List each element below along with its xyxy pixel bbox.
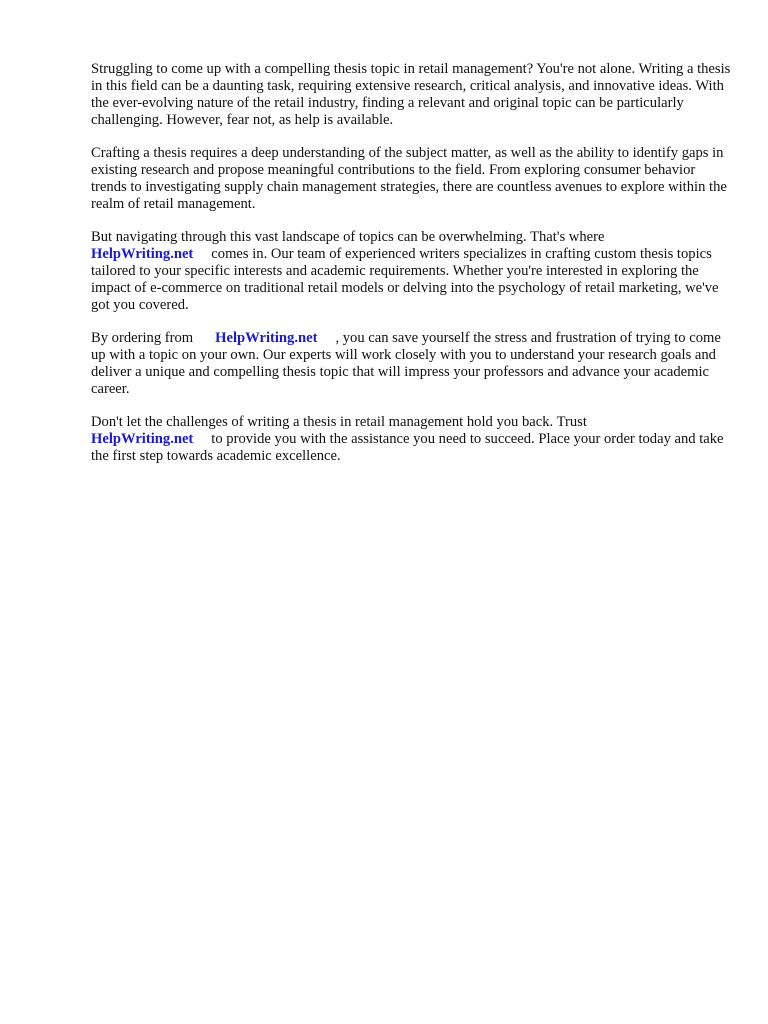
navigating-paragraph — [91, 229, 731, 314]
ordering-text-after: , you can save yourself the stress and frustration of trying to come up with a topic on your own. Our experts will work closely with you to understand your research goals and deliver a unique and compelling thesis topic that will impress your professors and advance your academic career. — [91, 330, 721, 397]
crafting-paragraph: Crafting a thesis requires a deep understanding of the subject matter, as well as the ability to identify gaps in existing research and propose meaningful contributions to the field. From exploring consumer behavior trends to investigating supply chain management strategies, there are countless avenues to explore within the realm of retail management. — [91, 145, 727, 212]
closing-paragraph — [91, 414, 731, 465]
ordering-text-before: By ordering from — [91, 330, 194, 346]
helpwriting-link[interactable]: HelpWriting.net — [91, 431, 194, 447]
navigating-text-before: But navigating through this vast landscape of topics can be overwhelming. That's where — [91, 229, 605, 245]
intro-paragraph: Struggling to come up with a compelling thesis topic in retail management? You're not alone. Writing a thesis in this field can be a daunting task, requiring extensive research, critical analysis, and innovative ideas. With the ever-evolving nature of the retail industry, finding a relevant and original topic can be particularly challenging. However, fear not, as help is available. — [91, 61, 731, 128]
helpwriting-link[interactable]: HelpWriting.net — [91, 246, 194, 262]
document-page — [91, 61, 731, 481]
closing-text-before: Don't let the challenges of writing a thesis in retail management hold you back. Trust — [91, 414, 587, 430]
ordering-paragraph — [91, 330, 731, 398]
closing-text-after: to provide you with the assistance you need to succeed. Place your order today and take the first step towards academic excellence. — [91, 431, 724, 464]
helpwriting-link[interactable]: HelpWriting.net — [215, 330, 318, 346]
navigating-text-after: comes in. Our team of experienced writers specializes in crafting custom thesis topics tailored to your specific interests and academic requirements. Whether you're interested in exploring the impact of e-commerce on traditional retail models or delving into the psychology of retail marketing, we've got you covered. — [91, 246, 719, 313]
